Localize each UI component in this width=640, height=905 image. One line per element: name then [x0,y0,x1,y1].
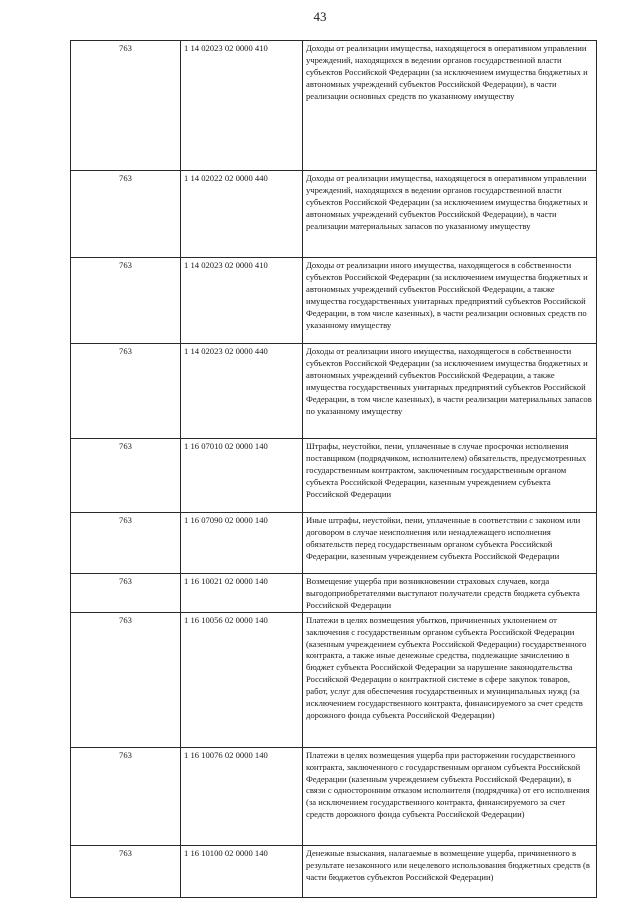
revenue-name-cell: Денежные взыскания, налагаемые в возмещение ущерба, причиненного в результате незаконного или нецелевого использования бюджетных средств (в части бюджетов субъектов Российской Федерации) [303,845,597,897]
budget-classification-code-cell: 1 16 07090 02 0000 140 [181,513,303,574]
admin-code-cell: 763 [71,513,181,574]
revenue-name-cell: Штрафы, неустойки, пени, уплаченные в случае просрочки исполнения поставщиком (подрядчиком, исполнителем) обязательств, предусмотренных государственным контрактом, заключенным государственным органом субъекта Российской Федерации, казенным учреждением субъекта Российской Федерации [303,439,597,513]
budget-classification-code-cell: 1 16 10076 02 0000 140 [181,747,303,845]
revenue-name-cell: Платежи в целях возмещения убытков, причиненных уклонением от заключения с государственным органом субъекта Российской Федерации (казенным учреждением субъекта Российской Федерации) государственного контракта, а также иные денежные средства, подлежащие зачислению в бюджет субъекта Российской Федерации за нарушение законодательства Российской Федерации о контрактной системе в сфере закупок товаров, работ, услуг для обеспечения государственных и муниципальных нужд (за исключением государственного контракта, финансируемого за счет средств дорожного фонда субъекта Российской Федерации) [303,612,597,747]
admin-code-cell: 763 [71,258,181,344]
budget-classification-code-cell: 1 16 10021 02 0000 140 [181,574,303,613]
budget-classification-code-cell: 1 16 10100 02 0000 140 [181,845,303,897]
table-row [71,612,597,747]
admin-code-cell: 763 [71,845,181,897]
revenue-name-cell: Возмещение ущерба при возникновении страховых случаев, когда выгодоприобретателями выступают получатели средств бюджета субъекта Российской Федерации [303,574,597,613]
table-row [71,747,597,845]
admin-code-cell: 763 [71,171,181,258]
table-row [71,513,597,574]
revenue-name-cell: Иные штрафы, неустойки, пени, уплаченные в соответствии с законом или договором в случае неисполнения или ненадлежащего исполнения обязательств перед государственным органом субъекта Российской Федерации, казенным учреждением субъекта Российской Федерации [303,513,597,574]
revenue-name-cell: Доходы от реализации имущества, находящегося в оперативном управлении учреждений, находящихся в ведении органов государственной власти субъектов Российской Федерации (за исключением имущества бюджетных и автономных учреждений субъектов Российской Федерации), в части реализации материальных запасов по указанному имуществу [303,171,597,258]
table-row [71,439,597,513]
budget-classification-code-cell: 1 14 02023 02 0000 410 [181,258,303,344]
admin-code-cell: 763 [71,612,181,747]
page-number: 43 [313,9,327,24]
admin-code-cell: 763 [71,574,181,613]
revenue-name-cell: Платежи в целях возмещения ущерба при расторжении государственного контракта, заключенного с государственным органом субъекта Российской Федерации (казенным учреждением субъекта Российской Федерации), в связи с односторонним отказом исполнителя (подрядчика) от его исполнения (за исключением государственного контракта, финансируемого за счет средств дорожного фонда субъекта Российской Федерации) [303,747,597,845]
admin-code-cell: 763 [71,41,181,171]
table-row [71,845,597,897]
revenue-name-cell: Доходы от реализации имущества, находящегося в оперативном управлении учреждений, находящихся в ведении органов государственной власти субъектов Российской Федерации (за исключением имущества бюджетных и автономных учреждений субъектов Российской Федерации), в части реализации основных средств по указанному имуществу [303,41,597,171]
admin-code-cell: 763 [71,439,181,513]
table-row [71,258,597,344]
admin-code-cell: 763 [71,747,181,845]
revenue-name-cell: Доходы от реализации иного имущества, находящегося в собственности субъектов Российской Федерации (за исключением имущества бюджетных и автономных учреждений субъектов Российской Федерации, а также имущества государственных унитарных предприятий субъектов Российской Федерации, в том числе казенных), в части реализации основных средств по указанному имуществу [303,258,597,344]
budget-classification-code-cell: 1 14 02023 02 0000 410 [181,41,303,171]
budget-classification-code-cell: 1 14 02023 02 0000 440 [181,344,303,439]
admin-code-cell: 763 [71,344,181,439]
table-row [71,41,597,171]
revenue-codes-table [70,40,597,898]
table-row [71,171,597,258]
table-row [71,344,597,439]
revenue-name-cell: Доходы от реализации иного имущества, находящегося в собственности субъектов Российской Федерации (за исключением имущества бюджетных и автономных учреждений субъектов Российской Федерации, а также имущества государственных унитарных предприятий субъектов Российской Федерации, в том числе казенных), в части реализации материальных запасов по указанному имуществу [303,344,597,439]
budget-classification-code-cell: 1 16 07010 02 0000 140 [181,439,303,513]
budget-classification-code-cell: 1 16 10056 02 0000 140 [181,612,303,747]
table-row [71,574,597,613]
budget-classification-code-cell: 1 14 02022 02 0000 440 [181,171,303,258]
